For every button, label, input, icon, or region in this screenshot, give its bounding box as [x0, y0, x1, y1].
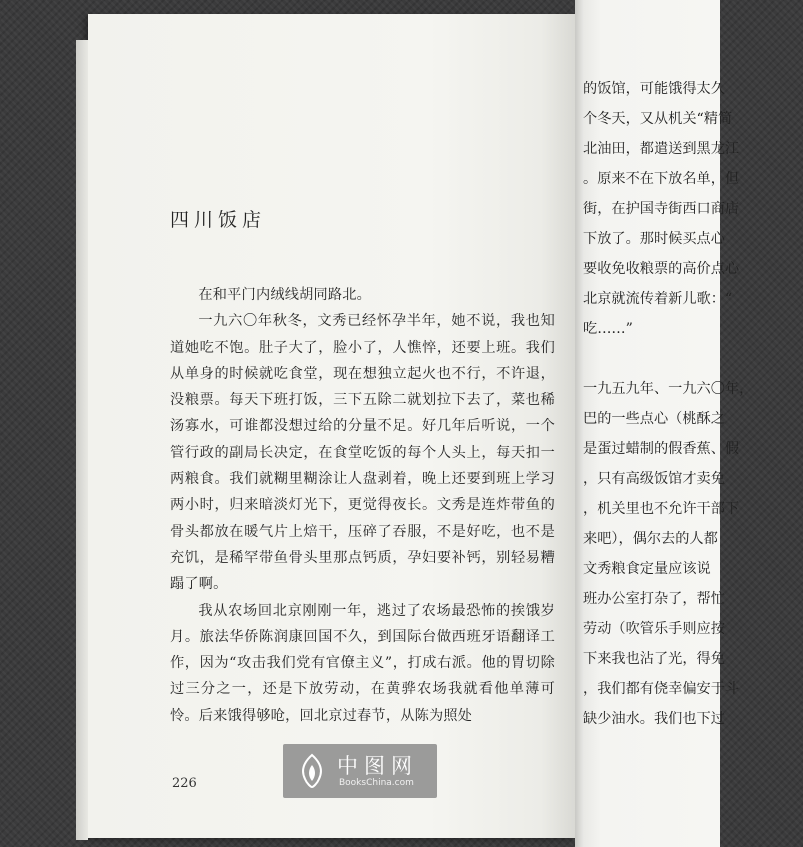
right-line: 下放了。那时候买点心: [583, 231, 725, 247]
right-line: 北京就流传着新儿歌：“: [583, 291, 733, 307]
right-line: [583, 344, 803, 374]
right-line: ，只有高级饭馆才卖免: [583, 471, 725, 487]
right-line: 吃……”: [583, 321, 633, 337]
right-line: 个冬天，又从机关“精简: [583, 111, 733, 127]
right-line: 要收免收粮票的高价点心: [583, 261, 740, 277]
right-line: 是蛋过蜡制的假香蕉、假: [583, 441, 740, 457]
page-number: 226: [172, 776, 197, 791]
paragraph: 一九六〇年秋冬，文秀已经怀孕半年，她不说，我也知道她吃不饱。肚子大了，脸小了，人憔悴，还要上班。我们从单身的时候就吃食堂，现在想独立起火也不行，不许退，没粮票。每天下班打饭，三下五除二就划拉下去了，菜也稀汤寡水，可谁都没想过给的分量不足。好几年后听说，一个管行政的副局长决定，在食堂吃饭的每个人头上，每天扣一两粮食。我们就糊里糊涂让人盘剥着，晚上还要到班上学习两小时，归来暗淡灯光下，更觉得夜长。文秀是连炸带鱼的骨头都放在暖气片上焙干，压碎了吞服，不是好吃，也不是充饥，是稀罕带鱼骨头里那点钙质，孕妇要补钙，别轻易糟蹋了啊。: [170, 313, 555, 593]
watermark: [283, 744, 437, 798]
body-text: [170, 282, 555, 729]
right-line: 文秀粮食定量应该说: [583, 561, 711, 577]
watermark-domain: BooksChina.com: [339, 778, 414, 788]
right-line: 缺少油水。我们也下过: [583, 711, 725, 727]
right-line: 街，在护国寺街西口商店: [583, 201, 740, 217]
right-line: 的饭馆，可能饿得太久: [583, 81, 725, 97]
chapter-title: 四川饭店: [170, 209, 267, 231]
right-line: 班办公室打杂了，帮忙: [583, 591, 725, 607]
right-line: 一九五九年、一九六〇年，: [583, 381, 754, 397]
right-page-text: [583, 74, 803, 734]
flame-logo-icon: [297, 753, 327, 789]
right-line: 劳动（吹管乐手则应按: [583, 621, 725, 637]
right-line: 来吧），偶尔去的人都: [583, 531, 718, 547]
right-line: ，机关里也不允许干部下: [583, 501, 740, 517]
right-line: 下来我也沾了光，得免: [583, 651, 725, 667]
right-line: 北油田，都遣送到黑龙江: [583, 141, 740, 157]
watermark-name: 中图网: [337, 754, 418, 778]
right-line: ，我们都有侥幸偏安于斗: [583, 681, 740, 697]
right-page: [575, 0, 754, 847]
paragraph: 在和平门内绒线胡同路北。: [198, 287, 372, 303]
paragraph: 我从农场回北京刚刚一年，逃过了农场最恐怖的挨饿岁月。旅法华侨陈润康回国不久，到国际台做西班牙语翻译工作，因为“攻击我们党有官僚主义”，打成右派。他的胃切除过三分之一，还是下放劳动，在黄骅农场我就看他单薄可怜。后来饿得够呛，回北京过春节，从陈为照处: [170, 602, 555, 724]
right-line: 巴的一些点心（桃酥之: [583, 411, 725, 427]
right-line: 。原来不在下放名单，但: [583, 171, 740, 187]
